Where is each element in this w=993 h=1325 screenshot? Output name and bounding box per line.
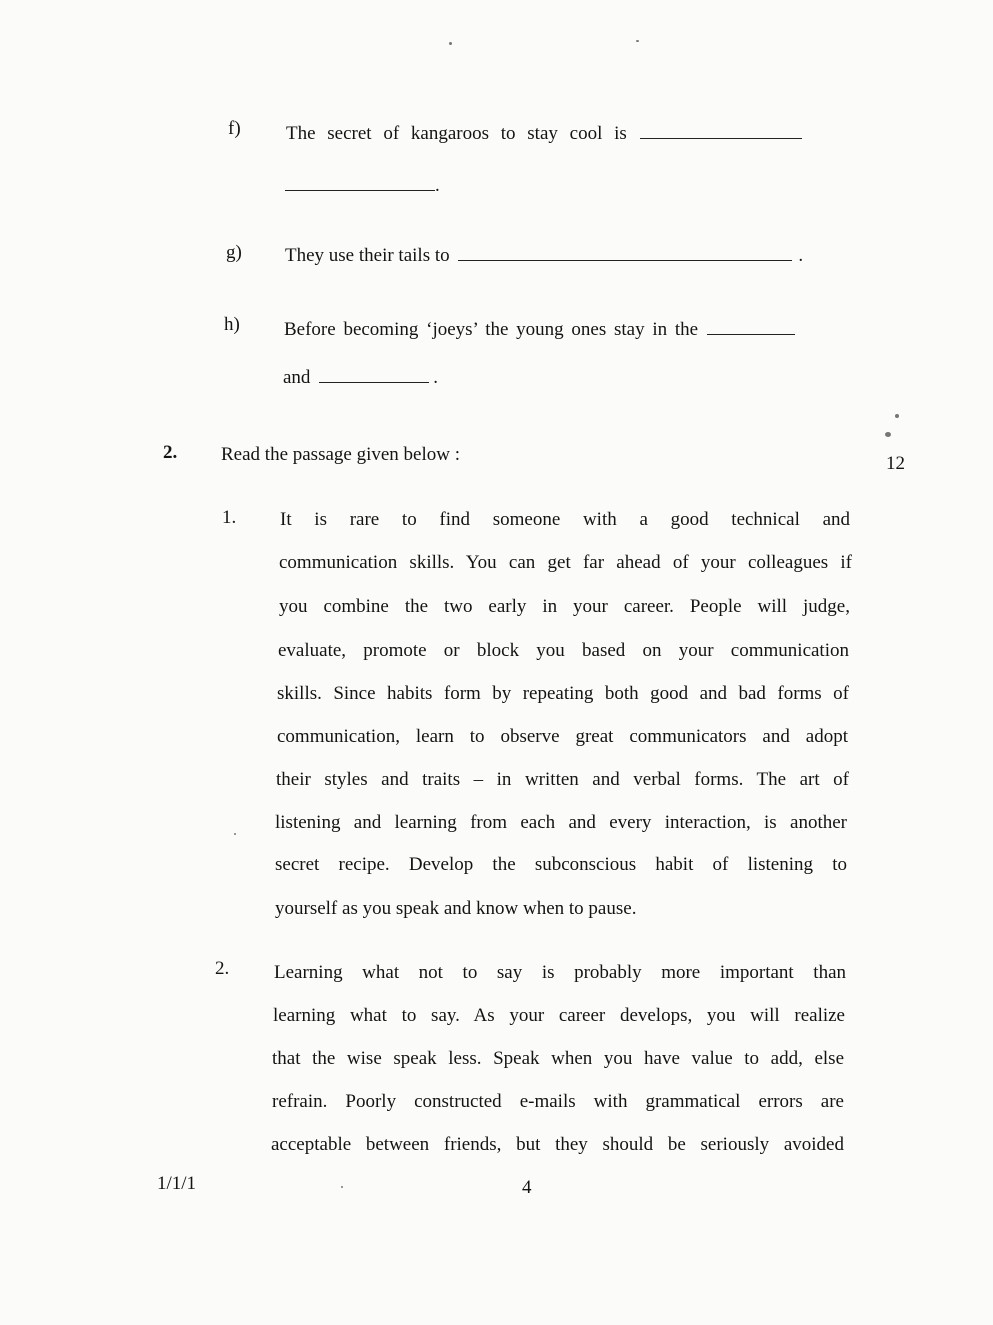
page-number: 4 xyxy=(522,1177,532,1198)
paragraph-1-line: secret recipe. Develop the subconscious habit of listening to xyxy=(275,854,847,875)
question-f-label: f) xyxy=(228,118,241,139)
question-h-end: . xyxy=(433,367,438,388)
paragraph-1-line: evaluate, promote or block you based on your communication xyxy=(278,640,849,661)
question-h-text xyxy=(284,316,795,341)
question-h-line1: Before becoming ‘joeys’ the young ones stay in the xyxy=(284,319,699,340)
question-g-blank[interactable] xyxy=(458,242,792,261)
paragraph-1-line: their styles and traits – in written and verbal forms. The art of xyxy=(276,769,849,790)
paragraph-2-line: learning what to say. As your career develops, you will realize xyxy=(273,1005,845,1026)
question-g-line: They use their tails to xyxy=(285,245,450,266)
question-f-end: . xyxy=(435,175,440,196)
question-2-number: 2. xyxy=(163,442,178,463)
paragraph-1-line: you combine the two early in your career. People will judge, xyxy=(279,596,850,617)
question-2-instruction: Read the passage given below : xyxy=(221,444,461,465)
question-h-line2 xyxy=(283,364,438,389)
question-f-blank-1[interactable] xyxy=(640,120,802,139)
paragraph-2-line: acceptable between friends, but they should be seriously avoided xyxy=(271,1134,844,1155)
question-f-blank-2[interactable] xyxy=(285,172,435,191)
question-h-blank-1[interactable] xyxy=(707,316,795,335)
scan-speck xyxy=(449,42,452,45)
paragraph-1-line: yourself as you speak and know when to pause. xyxy=(275,898,637,919)
question-h-and: and xyxy=(283,367,311,388)
paragraph-1-line: communication, learn to observe great communicators and adopt xyxy=(277,726,848,747)
paragraph-1-line: listening and learning from each and every interaction, is another xyxy=(275,812,847,833)
question-h-blank-2[interactable] xyxy=(319,364,429,383)
paragraph-2-line: Learning what not to say is probably more important than xyxy=(274,962,846,983)
question-g-label: g) xyxy=(226,242,242,263)
scan-speck xyxy=(636,40,639,42)
paragraph-1-line: It is rare to find someone with a good technical and xyxy=(280,509,850,530)
question-g-text xyxy=(285,242,803,267)
scan-speck xyxy=(895,414,899,418)
question-f-text xyxy=(286,120,802,145)
question-h-label: h) xyxy=(224,314,240,335)
footer-code: 1/1/1 xyxy=(157,1173,197,1194)
scan-speck xyxy=(885,432,891,437)
scan-speck xyxy=(341,1186,343,1188)
question-2-marks: 12 xyxy=(886,453,905,474)
paragraph-2-line: refrain. Poorly constructed e-mails with grammatical errors are xyxy=(272,1091,844,1112)
paragraph-2-number: 2. xyxy=(215,958,230,979)
scan-speck xyxy=(234,833,236,835)
paragraph-2-line: that the wise speak less. Speak when you have value to add, else xyxy=(272,1048,844,1069)
paragraph-1-line: communication skills. You can get far ahead of your colleagues if xyxy=(279,552,852,573)
question-g-end: . xyxy=(798,245,804,266)
paragraph-1-number: 1. xyxy=(222,507,237,528)
paragraph-1-line: skills. Since habits form by repeating both good and bad forms of xyxy=(277,683,849,704)
question-f-line2 xyxy=(285,172,440,197)
question-f-line1: The secret of kangaroos to stay cool is xyxy=(286,123,627,144)
